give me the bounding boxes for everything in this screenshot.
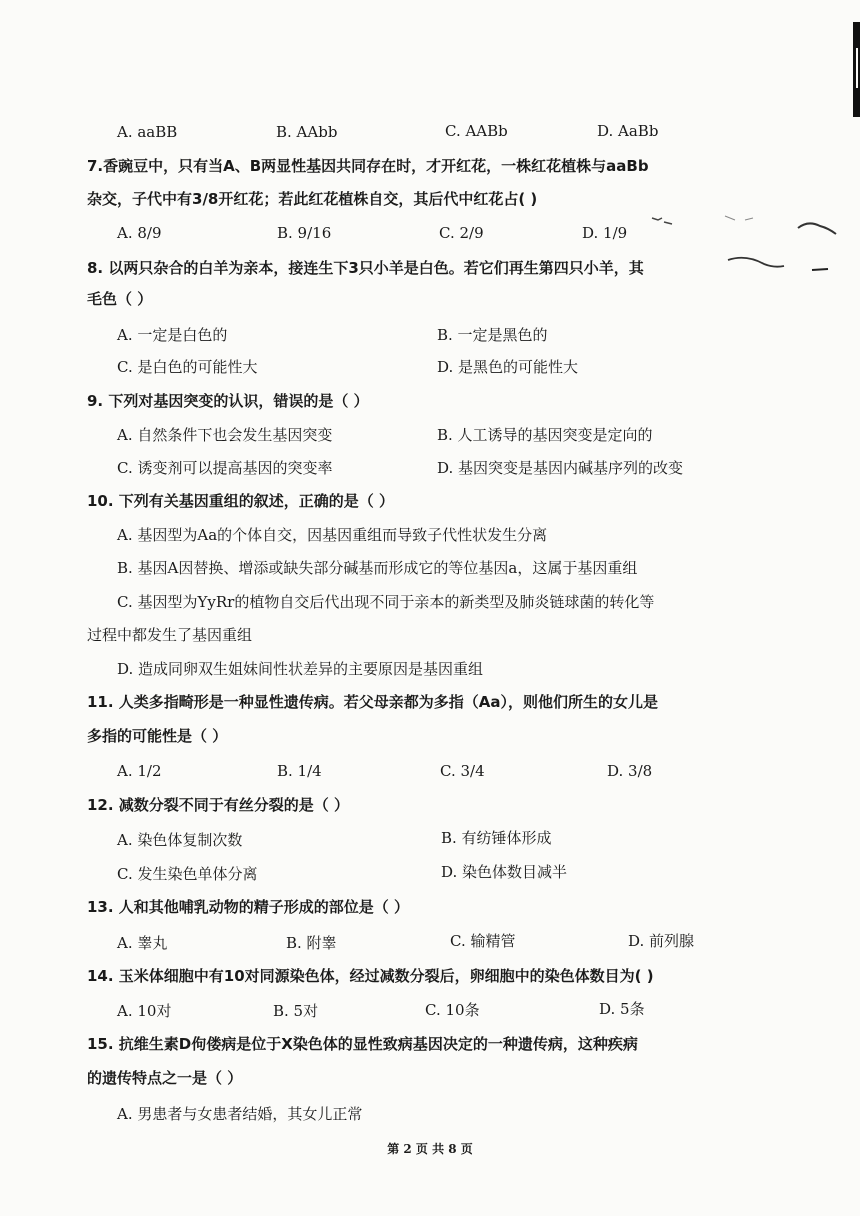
q13-option-d: D. 前列腺: [628, 932, 695, 950]
q14-option-b: B. 5对: [273, 1002, 319, 1020]
q14-option-a: A. 10对: [117, 1002, 172, 1020]
q11-option-d: D. 3/8: [607, 762, 653, 780]
q11-option-c: C. 3/4: [440, 762, 485, 780]
q7-option-d: D. 1/9: [582, 224, 628, 242]
q8-stem-line2: 毛色（ ）: [87, 290, 153, 308]
q14-option-c: C. 10条: [425, 1001, 480, 1019]
q8-option-d: D. 是黑色的可能性大: [437, 358, 579, 376]
q14-stem: 14. 玉米体细胞中有10对同源染色体，经过减数分裂后，卵细胞中的染色体数目为( ): [87, 967, 654, 985]
q10-option-b: B. 基因A因替换、增添或缺失部分碱基而形成它的等位基因a，这属于基因重组: [117, 559, 638, 577]
q10-stem: 10. 下列有关基因重组的叙述，正确的是（ ）: [87, 492, 395, 510]
q11-stem-line1: 11. 人类多指畸形是一种显性遗传病。若父母亲都为多指（Aa），则他们所生的女儿是: [87, 693, 659, 711]
q14-option-d: D. 5条: [599, 1000, 645, 1018]
q9-option-a: A. 自然条件下也会发生基因突变: [117, 426, 333, 444]
q11-stem-line2: 多指的可能性是（ ）: [87, 727, 228, 745]
q9-option-d: D. 基因突变是基因内碱基序列的改变: [437, 459, 684, 477]
q8-stem-line1: 8. 以两只杂合的白羊为亲本，接连生下3只小羊是白色。若它们再生第四只小羊，其: [87, 259, 644, 277]
q11-option-a: A. 1/2: [117, 762, 162, 780]
q6-option-b: B. AAbb: [276, 123, 338, 141]
q10-option-d: D. 造成同卵双生姐妹间性状差异的主要原因是基因重组: [117, 660, 484, 678]
q9-stem: 9. 下列对基因突变的认识，错误的是（ ）: [87, 392, 369, 410]
page-footer: 第 2 页 共 8 页: [387, 1142, 473, 1156]
q13-option-b: B. 附睾: [286, 934, 337, 952]
q12-stem: 12. 减数分裂不同于有丝分裂的是（ ）: [87, 796, 350, 814]
scan-smudge-marks: [650, 208, 850, 278]
q7-option-b: B. 9/16: [277, 224, 332, 242]
q7-option-a: A. 8/9: [117, 224, 162, 242]
q15-stem-line1: 15. 抗维生素D佝偻病是位于X染色体的显性致病基因决定的一种遗传病，这种疾病: [87, 1035, 638, 1053]
q6-option-c: C. AABb: [445, 122, 508, 140]
q12-option-d: D. 染色体数目减半: [441, 863, 568, 881]
q12-option-c: C. 发生染色单体分离: [117, 865, 258, 883]
q9-option-c: C. 诱变剂可以提高基因的突变率: [117, 459, 333, 477]
q10-option-c-line1: C. 基因型为YyRr的植物自交后代出现不同于亲本的新类型及肺炎链球菌的转化等: [117, 593, 655, 611]
q6-option-a: A. aaBB: [117, 123, 178, 141]
scan-edge-gap: [856, 48, 858, 88]
q15-option-a: A. 男患者与女患者结婚，其女儿正常: [117, 1105, 363, 1123]
q6-option-d: D. AaBb: [597, 122, 659, 140]
q8-option-a: A. 一定是白色的: [117, 326, 228, 344]
q12-option-a: A. 染色体复制次数: [117, 831, 243, 849]
q13-option-c: C. 输精管: [450, 932, 516, 950]
q7-stem-line1: 7.香豌豆中，只有当A、B两显性基因共同存在时，才开红花，一株红花植株与aaBb: [87, 157, 649, 175]
q13-stem: 13. 人和其他哺乳动物的精子形成的部位是（ ）: [87, 898, 410, 916]
q11-option-b: B. 1/4: [277, 762, 322, 780]
q8-option-b: B. 一定是黑色的: [437, 326, 548, 344]
q10-option-c-line2: 过程中都发生了基因重组: [87, 626, 253, 644]
q7-option-c: C. 2/9: [439, 224, 484, 242]
q10-option-a: A. 基因型为Aa的个体自交，因基因重组而导致子代性状发生分离: [117, 526, 548, 544]
q7-stem-line2: 杂交，子代中有3/8开红花；若此红花植株自交，其后代中红花占( ): [87, 190, 538, 208]
q9-option-b: B. 人工诱导的基因突变是定向的: [437, 426, 653, 444]
q15-stem-line2: 的遗传特点之一是（ ）: [87, 1069, 243, 1087]
q12-option-b: B. 有纺锤体形成: [441, 829, 552, 847]
q13-option-a: A. 睾丸: [117, 934, 168, 952]
q8-option-c: C. 是白色的可能性大: [117, 358, 258, 376]
